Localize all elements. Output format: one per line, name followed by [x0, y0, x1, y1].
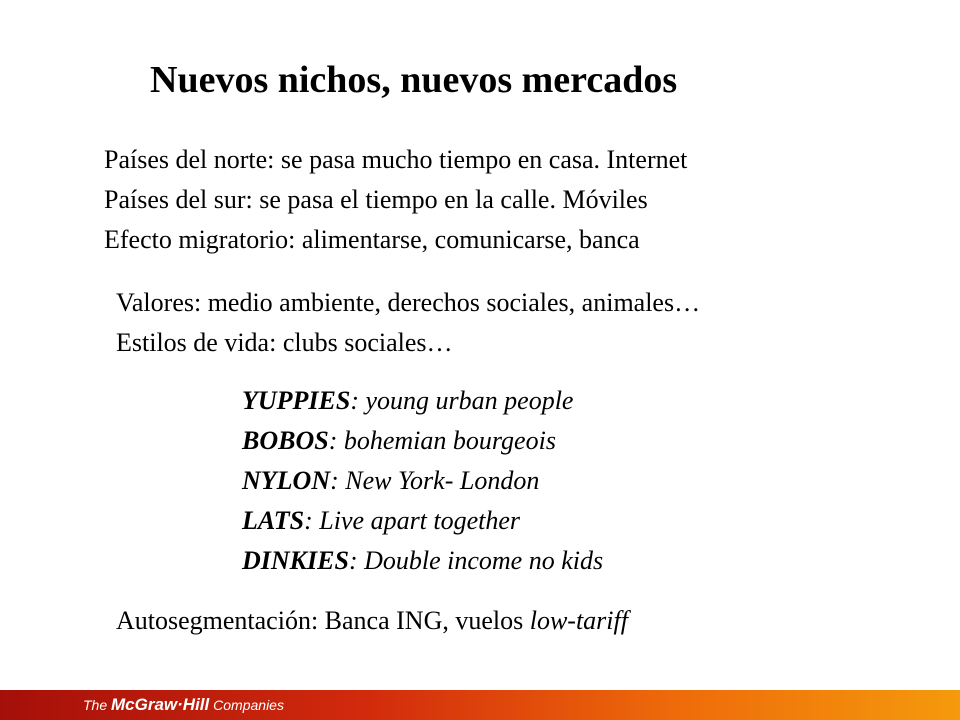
- autosegmentation-italic: low-tariff: [529, 606, 628, 635]
- lifestyle-line: Estilos de vida: clubs sociales…: [116, 328, 453, 357]
- segment-item: [242, 461, 603, 501]
- segment-term: BOBOS: [242, 426, 329, 455]
- segment-desc: : young urban people: [350, 386, 574, 415]
- segment-desc: : Live apart together: [304, 506, 521, 535]
- segments-list: [242, 381, 603, 581]
- segment-desc: : Double income no kids: [348, 546, 604, 575]
- region-line: Países del sur: se pasa el tiempo en la calle. Móviles: [104, 185, 648, 214]
- segment-term: LATS: [242, 506, 305, 535]
- segment-term: DINKIES: [242, 546, 349, 575]
- segment-term: NYLON: [242, 466, 331, 495]
- logo-suffix: Companies: [209, 697, 284, 713]
- region-line: Países del norte: se pasa mucho tiempo en casa. Internet: [104, 145, 688, 174]
- segment-item: [242, 501, 603, 541]
- segment-item: [242, 381, 603, 421]
- values-line: Valores: medio ambiente, derechos sociales, animales…: [116, 288, 701, 317]
- segment-term: YUPPIES: [242, 386, 351, 415]
- autosegmentation-text: Autosegmentación: Banca ING, vuelos: [116, 606, 530, 635]
- slide-title: Nuevos nichos, nuevos mercados: [150, 59, 678, 101]
- segment-item: [242, 541, 603, 581]
- logo-brand: McGraw·Hill: [111, 695, 210, 714]
- logo-prefix: The: [83, 697, 112, 713]
- segment-desc: : New York- London: [330, 466, 540, 495]
- footer-bar: [0, 690, 960, 720]
- segment-desc: : bohemian bourgeois: [328, 426, 556, 455]
- segment-item: [242, 421, 603, 461]
- autosegmentation-line: [116, 601, 628, 641]
- region-line: Efecto migratorio: alimentarse, comunicarse, banca: [104, 225, 640, 254]
- regions-list: [104, 140, 687, 260]
- mcgraw-hill-logo: [83, 695, 284, 716]
- values-list: [116, 283, 700, 363]
